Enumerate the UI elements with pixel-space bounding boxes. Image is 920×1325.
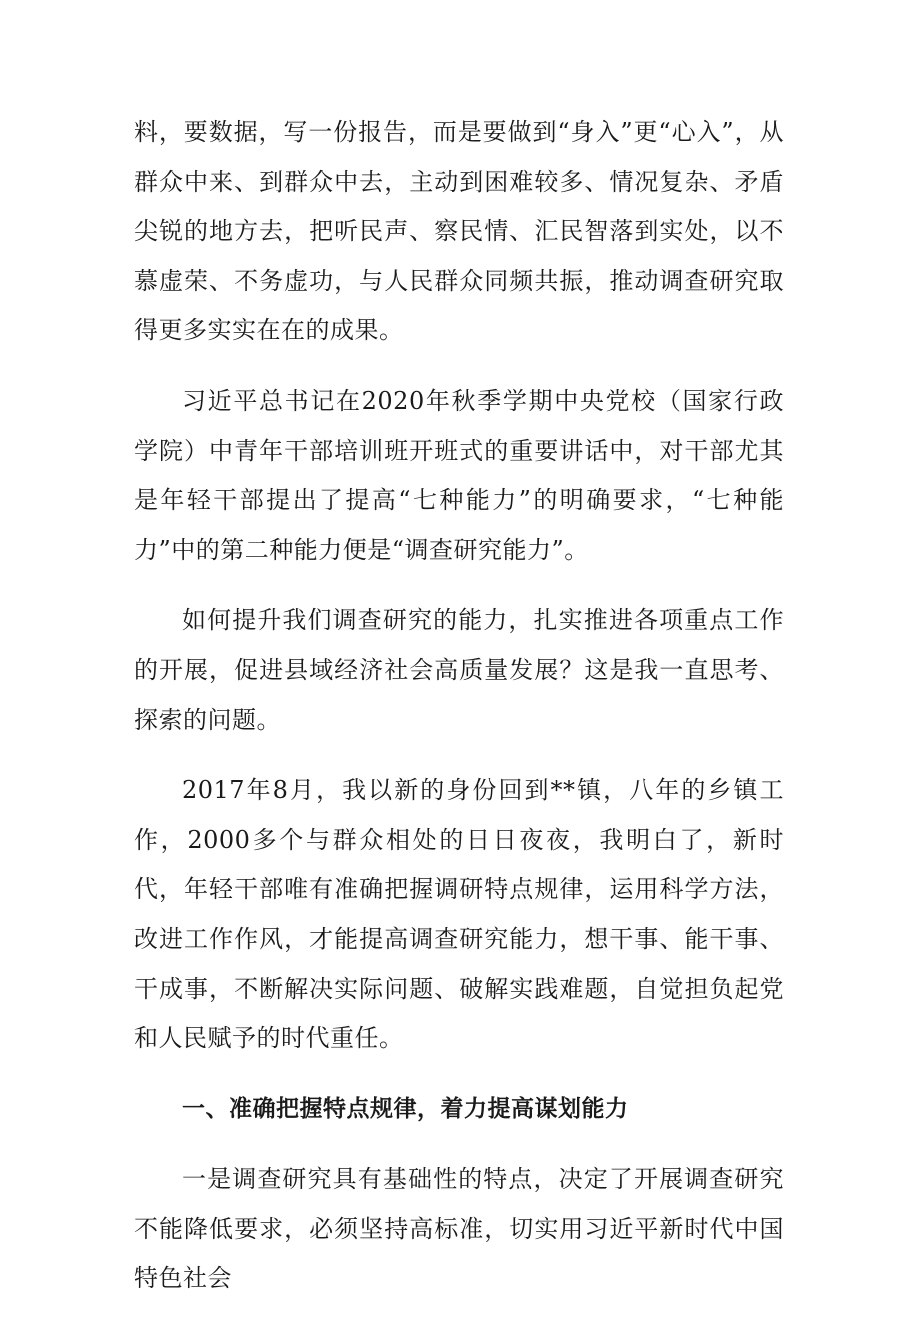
paragraph-experience: 2017年8月，我以新的身份回到**镇，八年的乡镇工作，2000多个与群众相处的日日夜夜，我明白了，新时代，年轻干部唯有准确把握调研特点规律，运用科学方法，改进工作作风，才能提高调查研究能力，想干事、能干事、干成事，不断解决实际问题、破解实践难题，自觉担负起党和人民赋予的时代重任。: [134, 776, 784, 1053]
paragraph-seven-abilities: 习近平总书记在2020年秋季学期中央党校（国家行政学院）中青年干部培训班开班式的重要讲话中，对干部尤其是年轻干部提出了提高“七种能力”的明确要求，“七种能力”中的第二种能力便是“调查研究能力”。: [134, 386, 784, 564]
paragraph-first-point: 一是调查研究具有基础性的特点，决定了开展调查研究不能降低要求，必须坚持高标准，切实用习近平新时代中国特色社会: [134, 1165, 784, 1293]
document-body: [134, 108, 784, 1325]
section-heading: 一、准确把握特点规律，着力提高谋划能力: [182, 1095, 629, 1122]
paragraph-question: 如何提升我们调查研究的能力，扎实推进各项重点工作的开展，促进县域经济社会高质量发展？这是我一直思考、探索的问题。: [134, 606, 784, 734]
paragraph-continuation: 料，要数据，写一份报告，而是要做到“身入”更“心入”，从群众中来、到群众中去，主动到困难较多、情况复杂、矛盾尖锐的地方去，把听民声、察民情、汇民智落到实处，以不慕虚荣、不务虚功，与人民群众同频共振，推动调查研究取得更多实实在在的成果。: [134, 118, 784, 345]
